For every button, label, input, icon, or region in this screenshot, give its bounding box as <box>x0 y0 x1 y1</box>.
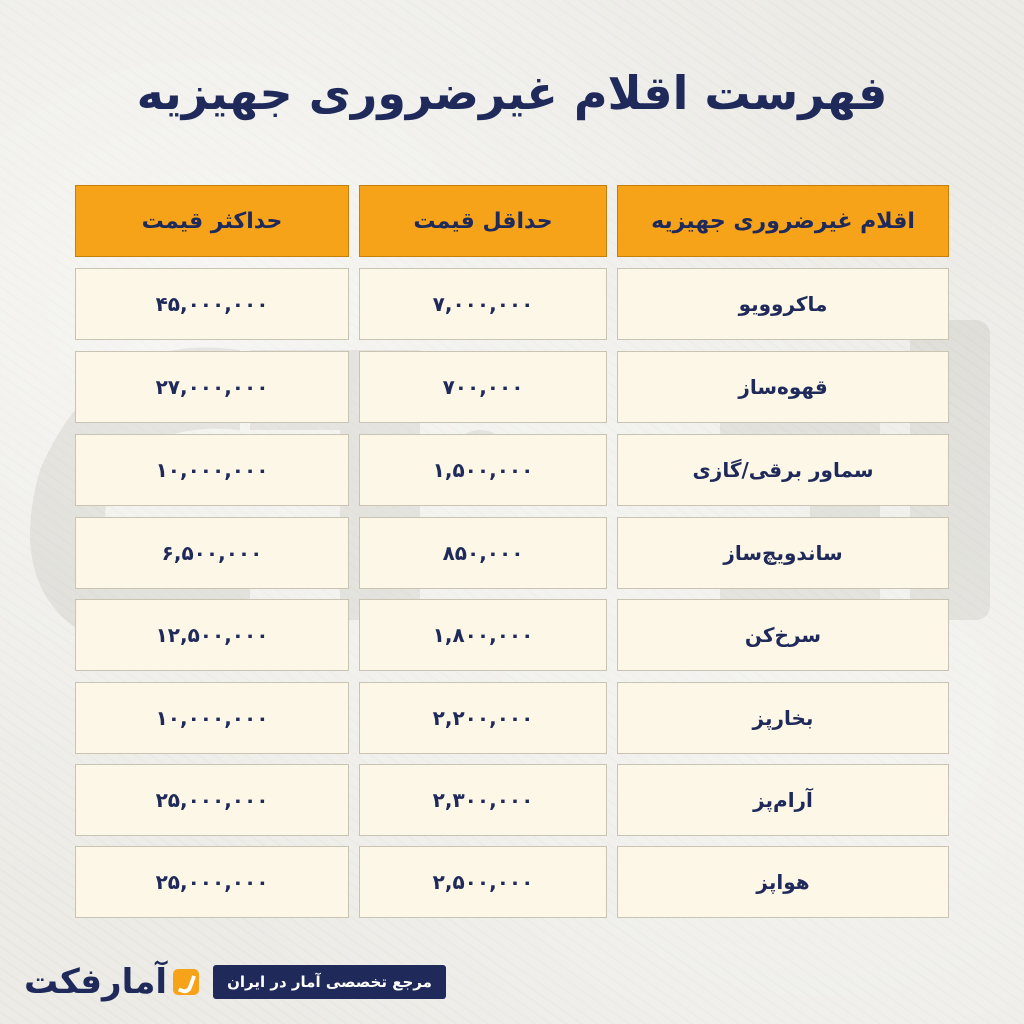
table-header-row <box>75 185 949 257</box>
brand-name: آمارفکت <box>24 962 168 1002</box>
table-row <box>75 434 949 506</box>
item-name-cell: ماکروویو <box>617 268 949 340</box>
brand-mark-icon <box>173 969 199 995</box>
table-row <box>75 846 949 918</box>
table-row <box>75 599 949 671</box>
item-name-cell: سماور برقی/گازی <box>617 434 949 506</box>
min-price-cell: ۲,۲۰۰,۰۰۰ <box>359 682 607 754</box>
header-min-price: حداقل قیمت <box>359 185 607 257</box>
min-price-cell: ۱,۵۰۰,۰۰۰ <box>359 434 607 506</box>
table-row <box>75 351 949 423</box>
item-name-cell: بخارپز <box>617 682 949 754</box>
table-row <box>75 517 949 589</box>
brand-logo[interactable] <box>24 962 199 1002</box>
item-name-cell: هواپز <box>617 846 949 918</box>
max-price-cell: ۲۵,۰۰۰,۰۰۰ <box>75 764 349 836</box>
item-name-cell: سرخ‌کن <box>617 599 949 671</box>
item-name-cell: ساندویچ‌ساز <box>617 517 949 589</box>
table-row <box>75 268 949 340</box>
min-price-cell: ۱,۸۰۰,۰۰۰ <box>359 599 607 671</box>
item-name-cell: قهوه‌ساز <box>617 351 949 423</box>
min-price-cell: ۲,۵۰۰,۰۰۰ <box>359 846 607 918</box>
min-price-cell: ۷۰۰,۰۰۰ <box>359 351 607 423</box>
max-price-cell: ۲۷,۰۰۰,۰۰۰ <box>75 351 349 423</box>
header-item: اقلام غیرضروری جهیزیه <box>617 185 949 257</box>
max-price-cell: ۲۵,۰۰۰,۰۰۰ <box>75 846 349 918</box>
min-price-cell: ۸۵۰,۰۰۰ <box>359 517 607 589</box>
footer <box>24 962 446 1002</box>
max-price-cell: ۱۲,۵۰۰,۰۰۰ <box>75 599 349 671</box>
min-price-cell: ۷,۰۰۰,۰۰۰ <box>359 268 607 340</box>
table-row <box>75 764 949 836</box>
min-price-cell: ۲,۳۰۰,۰۰۰ <box>359 764 607 836</box>
page-title: فهرست اقلام غیرضروری جهیزیه <box>136 66 888 120</box>
table-row <box>75 682 949 754</box>
item-name-cell: آرام‌پز <box>617 764 949 836</box>
max-price-cell: ۱۰,۰۰۰,۰۰۰ <box>75 682 349 754</box>
max-price-cell: ۶,۵۰۰,۰۰۰ <box>75 517 349 589</box>
brand-tagline: مرجع تخصصی آمار در ایران <box>213 965 446 999</box>
max-price-cell: ۴۵,۰۰۰,۰۰۰ <box>75 268 349 340</box>
header-max-price: حداکثر قیمت <box>75 185 349 257</box>
max-price-cell: ۱۰,۰۰۰,۰۰۰ <box>75 434 349 506</box>
